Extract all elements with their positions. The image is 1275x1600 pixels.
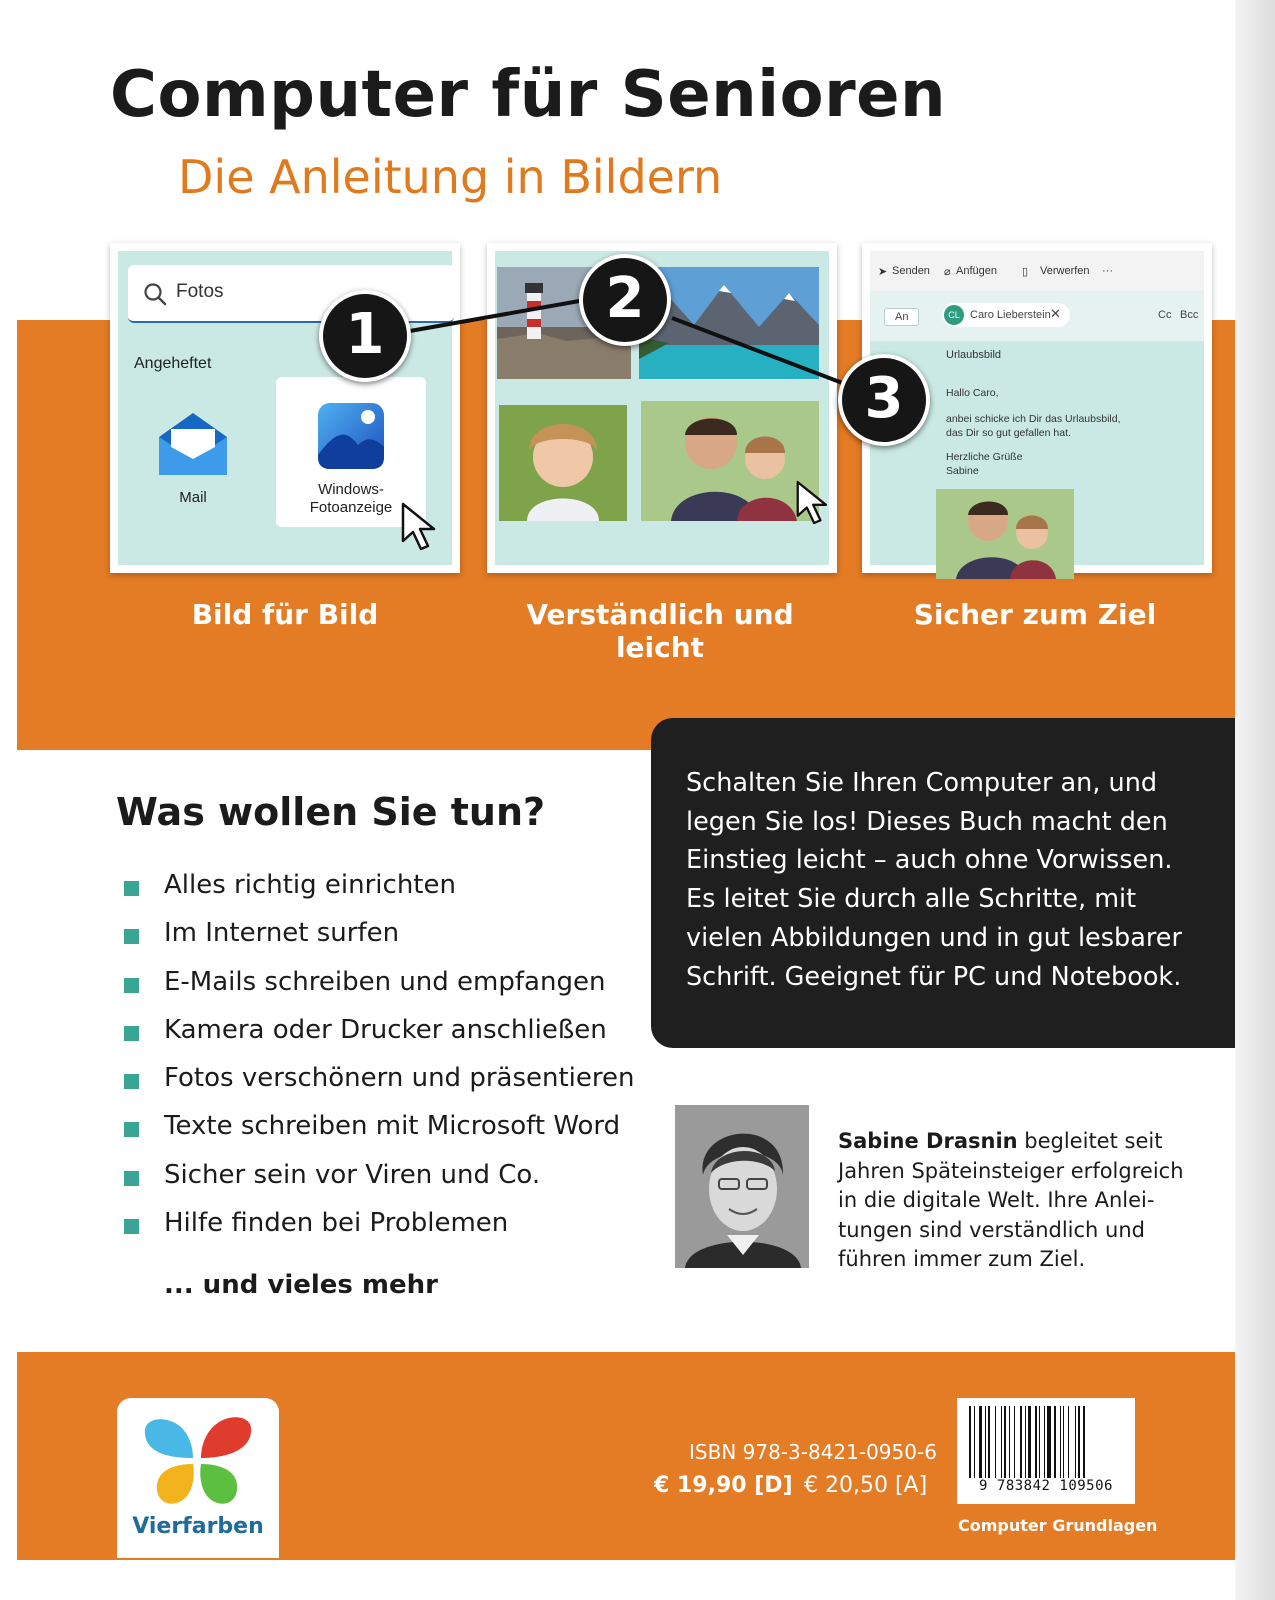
- barcode-bar: [979, 1406, 982, 1478]
- list-item-text: E-Mails schreiben und empfangen: [164, 966, 606, 997]
- butterfly-logo-icon: [133, 1406, 263, 1516]
- barcode-bar: [1035, 1406, 1037, 1478]
- more-button: ···: [1102, 265, 1113, 277]
- author-photo: [675, 1105, 809, 1268]
- app-mail-label: Mail: [179, 489, 207, 506]
- search-icon: [142, 281, 168, 307]
- barcode-bar: [1083, 1406, 1085, 1478]
- remove-recipient-icon: ✕: [1050, 306, 1061, 321]
- list-item-text: Sicher sein vor Viren und Co.: [164, 1159, 541, 1190]
- bullet-icon: [124, 1026, 139, 1041]
- publisher-name: Vierfarben: [132, 1514, 264, 1539]
- send-icon: ➤: [878, 266, 888, 278]
- barcode-bar: [1004, 1406, 1006, 1478]
- bullet-icon: [124, 978, 139, 993]
- list-item-text: Im Internet surfen: [164, 918, 400, 949]
- email-subject: Urlaubsbild: [946, 349, 1002, 361]
- bullet-icon: [124, 929, 139, 944]
- photo-father-daughter: [641, 401, 819, 521]
- photo-girl: [499, 405, 627, 521]
- author-name: Sabine Drasnin: [838, 1129, 1018, 1153]
- search-query: Fotos: [176, 281, 224, 302]
- list-item-text: Kamera oder Drucker anschließen: [164, 1014, 607, 1045]
- trash-icon: ▯: [1022, 266, 1029, 278]
- barcode-number: 9 783842 109506: [979, 1478, 1113, 1494]
- list-item-text: Alles richtig einrichten: [164, 870, 456, 900]
- barcode-bar: [1028, 1406, 1031, 1478]
- barcode-bar: [1068, 1406, 1069, 1478]
- email-text-line2: das Dir so gut gefallen hat.: [946, 427, 1071, 439]
- email-text-line1: anbei schicke ich Dir das Urlaubsbild,: [946, 413, 1121, 425]
- book-category: Computer Grundlagen: [958, 1516, 1158, 1535]
- email-greeting: Hallo Caro,: [946, 387, 999, 399]
- step-badge-2: 2: [579, 254, 671, 346]
- cover-subtitle: Die Anleitung in Bildern: [178, 150, 723, 204]
- barcode-bar: [1025, 1406, 1026, 1478]
- barcode-bar: [1044, 1406, 1045, 1478]
- barcode-bar: [1063, 1406, 1064, 1478]
- barcode-bar: [988, 1406, 990, 1478]
- cover-title: Computer für Senioren: [110, 58, 947, 132]
- barcode-bar: [1009, 1406, 1010, 1478]
- cc-label: Cc: [1158, 309, 1172, 321]
- app-photos-label-line2: Fotoanzeige: [309, 499, 393, 516]
- email-closing: Herzliche Grüße: [946, 451, 1023, 463]
- bullet-icon: [124, 1074, 139, 1089]
- photos-app-icon: [316, 401, 386, 471]
- list-item-text: Texte schreiben mit Microsoft Word: [164, 1111, 621, 1142]
- barcode-bar: [1001, 1406, 1002, 1478]
- app-mail: [148, 401, 238, 511]
- to-label: An: [884, 308, 919, 326]
- barcode-bar: [1054, 1406, 1056, 1478]
- author-bio-text: begleitet seit Jahren Späteinsteiger erfolgreich in die digitale Welt. Ihre Anleitungen sind verständlich und führen immer zum Ziel.: [838, 1129, 1184, 1271]
- list-item-text: Fotos verschönern und präsentieren: [164, 1063, 635, 1094]
- mouse-pointer-icon: [400, 501, 444, 553]
- barcode-bar: [1078, 1406, 1080, 1478]
- mail-app-icon: [153, 407, 233, 479]
- caption-3: Sicher zum Ziel: [913, 598, 1157, 631]
- price-germany: € 19,90 [D]: [654, 1473, 793, 1498]
- bullet-icon: [124, 881, 139, 896]
- attach-button: Anfügen: [956, 265, 997, 277]
- screenshot-search-panel: [118, 251, 452, 565]
- bullet-icon: [124, 1122, 139, 1137]
- barcode-bar: [1060, 1406, 1061, 1478]
- pinned-label: Angeheftet: [134, 355, 212, 372]
- email-attached-photo: [936, 489, 1074, 579]
- barcode-bar: [1075, 1406, 1076, 1478]
- list-item-text: Hilfe finden bei Problemen: [164, 1208, 509, 1239]
- features-heading: Was wollen Sie tun?: [116, 790, 546, 834]
- step-badge-3: 3: [838, 354, 930, 446]
- bcc-label: Bcc: [1180, 309, 1199, 321]
- publisher-logo: [117, 1398, 279, 1558]
- cover-edge: [1235, 0, 1275, 1600]
- author-bio: [838, 1127, 1188, 1275]
- barcode-bar: [1014, 1406, 1015, 1478]
- screenshot-search: [110, 243, 460, 573]
- price-austria: € 20,50 [A]: [804, 1473, 928, 1498]
- barcode-bar: [1047, 1406, 1050, 1478]
- barcode-bar: [969, 1406, 971, 1478]
- email-recipient-row: [870, 291, 1204, 341]
- recipient-avatar: CL: [944, 305, 964, 325]
- email-signature: Sabine: [946, 465, 979, 477]
- caption-1: Bild für Bild: [191, 598, 379, 631]
- attach-icon: ⌀: [944, 266, 951, 278]
- email-toolbar: [870, 251, 1204, 291]
- blurb-text: Schalten Sie Ihren Computer an, und legen Sie los! Dieses Buch macht den Einstieg leicht – auch ohne Vorwissen. Es leitet Sie durch alle Schritte, mit vielen Abbildungen und in gut lesbarer Schrift. Geeignet für PC und Notebook.: [686, 768, 1182, 992]
- barcode-bar: [995, 1406, 996, 1478]
- isbn: ISBN 978-3-8421-0950-6: [689, 1440, 937, 1464]
- mouse-pointer-icon: [795, 479, 835, 527]
- barcode-bar: [974, 1406, 975, 1478]
- send-button: Senden: [892, 265, 930, 277]
- caption-2: Verständlich und leicht: [526, 598, 794, 664]
- app-photos-label-line1: Windows-: [318, 481, 384, 498]
- barcode-bars: [969, 1406, 1123, 1478]
- discard-button: Verwerfen: [1040, 265, 1090, 277]
- barcode-bar: [985, 1406, 986, 1478]
- recipient-name: Caro Lieberstein: [970, 309, 1051, 321]
- features-more: ... und vieles mehr: [164, 1270, 438, 1300]
- barcode: [957, 1398, 1135, 1504]
- bullet-icon: [124, 1219, 139, 1234]
- barcode-bar: [1020, 1406, 1022, 1478]
- barcode-bar: [1039, 1406, 1040, 1478]
- bullet-icon: [124, 1171, 139, 1186]
- step-badge-1: 1: [319, 290, 411, 382]
